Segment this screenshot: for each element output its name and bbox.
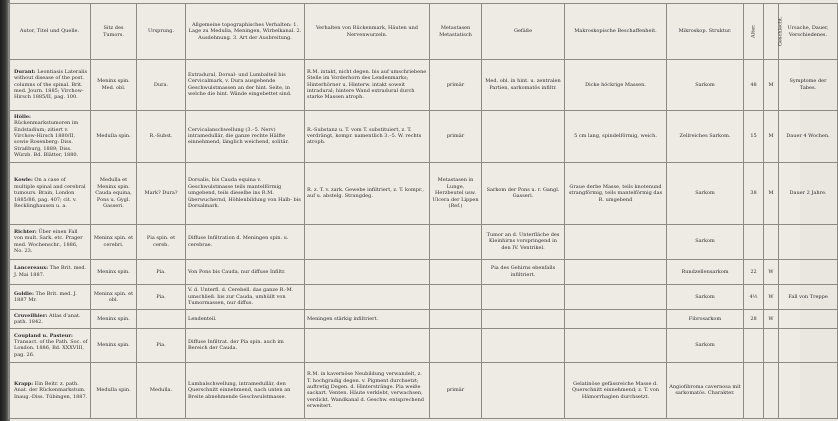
site-cell: Meninx spin. [91,259,137,284]
age-cell: 4½ [744,284,764,309]
age-cell [744,328,764,362]
origin-cell: Pia. [137,328,186,362]
vessels-cell: Pia des Gehirns ebenfalls infiltriert. [482,259,565,284]
roots-cell: R.M. intakt, nicht degen. bis auf umschriebene Stelle im Vorderhorn des Lendenmarks; Hinterhörner u. Hinterw. intakt soweit intradural; hintere Wand extradural durch starke Massen atroph. [305,60,430,111]
macro-cell: Dicke höckrige Massen. [565,60,667,111]
sex-cell: W [764,284,779,309]
header-relations: Allgemeine topographisches Verhalten: 1. Lage zu Medulla, Meningen, Wirbelkanal. 2. Ausdehnung. 3. Art der Ausbreitung. [186,4,305,60]
micro-cell: Sarkom [667,60,744,111]
cause-cell [779,259,838,284]
cause-cell [779,224,838,259]
macro-cell [565,259,667,284]
source-cell [9,284,91,309]
site-cell: Meninx spin. Med. obl. [91,60,137,111]
site-cell: Meninx spin. et cerebri. [91,224,137,259]
metastases-cell: primär [430,362,482,418]
metastases-cell [430,328,482,362]
micro-cell: Fibrosarkom [667,310,744,329]
vessels-cell [482,110,565,163]
cause-cell: Fall von Treppe [779,284,838,309]
table-row [9,60,838,111]
source-title: Rückenmarkstumoren im Endstadium; zitiert v. Virchow-Hirsch 1880/II, sowie Rosenberg: Diss. Straßburg, 1889; Diss. Würzb. Bd. Blätter, 1880. [14,120,79,159]
table-row [9,362,838,418]
header-cause: Ursache, Dauer, Verschiedenes. [779,4,838,60]
author-name: Cruveilhier: [14,312,48,319]
author-name: Krapp: [14,380,34,387]
header-roots: Verhalten von Rückenmark, Häuten und Nervenwurzeln. [305,4,430,60]
table-row [9,163,838,225]
table-row [9,224,838,259]
relations-cell: Diffuse Infiltrat. der Pia spin. auch im Bereich der Cauda. [186,328,305,362]
site-cell: Meninx spin. [91,328,137,362]
table-row [9,328,838,362]
metastases-cell [430,224,482,259]
roots-cell [305,284,430,309]
roots-cell: R.-Substanz u. T. vom T. substituiert, z. T. verdrängt, kompr. namentlich 3.–5. W. rechts atroph. [305,110,430,163]
micro-cell: Sarkom [667,224,744,259]
site-cell: Medulla spin. [91,362,137,418]
source-title: The Brit. med. J. Mai 1887. [14,265,87,278]
site-cell: Meninx spin. et obl. [91,284,137,309]
site-cell: Medulla spin. [91,110,137,163]
source-title: Ein Beitr. z. path. Anat. der Rückenmarkstum. Inaug.-Diss. Tübingen, 1887. [14,380,88,400]
cause-cell: Symptome der Tabes. [779,60,838,111]
origin-cell: R.-Subst. [137,110,186,163]
source-cell [9,362,91,418]
author-name: Richter: [14,228,37,235]
source-title: On a case of multiple spinal and cerebral tumours. Brain, London 1885/86, pag. 407; cit. v. Recklinghausen u. a. [14,177,86,209]
author-name: Hölle: [14,113,31,120]
relations-cell: Dorsalis, bis Cauda equina v. Geschwulstmasse teils mantelförmig umgebend, teils dieselbe ins R.M. überwuchernd, Höhlenbildung von Halb- bis Dorsalmark. [186,163,305,225]
cause-cell [779,362,838,418]
metastases-cell: Metastasen in Lunge, Herzbeutel usw. Ulcera der Lippen (Ref.) [430,163,482,225]
origin-cell: Pia spin. et cereb. [137,224,186,259]
macro-cell [565,328,667,362]
macro-cell: 5 cm lang, spindelförmig, weich. [565,110,667,163]
site-cell: Medulla et Meninx spin. Cauda equina, Pons u. Gygl. Gasseri. [91,163,137,225]
tumor-case-table [8,3,838,419]
age-cell: 38 [744,163,764,225]
vessels-cell [482,310,565,329]
cause-cell [779,328,838,362]
roots-cell [305,259,430,284]
macro-cell: Gelatinöse gefässreiche Masse d. Querschnitt einnehmend; z. T. von Hämorrhagien durchsetzt. [565,362,667,418]
roots-cell: R. z. T. v. zark. Gewebe infiltriert, z. T. kompr., auf u. abstelg. Strangdeg. [305,163,430,225]
metastases-cell [430,259,482,284]
header-micro: Mikroskop. Struktur. [667,4,744,60]
source-cell [9,328,91,362]
header-sex: Geschlecht. [764,4,779,60]
sex-cell [764,362,779,418]
origin-cell [137,310,186,329]
relations-cell: Von Pons bis Cauda, nur diffuse Infiltr. [186,259,305,284]
table-row [9,259,838,284]
source-cell [9,224,91,259]
micro-cell: Zellreiches Sarkom. [667,110,744,163]
age-cell: 22 [744,259,764,284]
metastases-cell [430,310,482,329]
source-title: Atlas d'anat. path. 1842. [14,312,81,326]
header-metastases: Metastasen Metastatisch [430,4,482,60]
age-cell [744,224,764,259]
cause-cell: Dauer 4 Wochen. [779,110,838,163]
sex-cell [764,328,779,362]
sex-cell [764,224,779,259]
table-row [9,110,838,163]
age-cell: 48 [744,60,764,111]
vessels-cell: Tumor an d. Unterfläche des Kleinhirns vorspringend in den IV. Ventrikel. [482,224,565,259]
author-name: Lancereaux: [14,265,49,272]
micro-cell: Rundzellensarkom [667,259,744,284]
relations-cell: V. d. Unterfl. d. Cerebell. das ganze R.-M. umschließ. bis zur Cauda, umhüllt von Tumormassen, nur diffus. [186,284,305,309]
origin-cell: Pia. [137,284,186,309]
micro-cell: Sarkom [667,328,744,362]
site-cell: Meninx spin. [91,310,137,329]
macro-cell [565,284,667,309]
origin-cell: Medulla. [137,362,186,418]
source-title: The Brit. med. J. 1887 Mr. [14,290,77,304]
macro-cell: Graue derbe Masse, teils knotenund strangförmig, teils mantelförmig das R. umgebend [565,163,667,225]
source-cell [9,110,91,163]
roots-cell [305,224,430,259]
micro-cell: Angiofibroma cavernosa mit sarkomatös. Charakter. [667,362,744,418]
sex-cell: M [764,163,779,225]
header-source: Autor, Titel und Quelle. [9,4,91,60]
source-title: Leontiasis Lateralis without disease of the post. columns of the spinal. Brit. med. Journ. 1885; Virchow-Hirsch 1885/II, pag. 100. [14,68,88,101]
micro-cell: Sarkom [667,284,744,309]
source-title: Über einen Fall von mult. Sark. etc. Prager med. Wochenschr., 1886, No. 23. [14,228,83,255]
header-vessels: Gefäße [482,4,565,60]
roots-cell: R.M. in kavernöse Neubildung verwandelt, z. T. hochgradig degen. v. Pigment durchsetzt; auftretig Degen. d. Hinterstränge. Pia weiße sackart. Venten. Häute verklebt, verwachsen, verdickt. Wandkanal d. Geschw. entsprechend erweitert. [305,362,430,418]
table-row [9,310,838,329]
age-cell [744,362,764,418]
macro-cell [565,224,667,259]
cause-cell [779,310,838,329]
sex-cell: W [764,310,779,329]
header-origin: Ursprung. [137,4,186,60]
sex-cell: M [764,60,779,111]
source-title: Transact. of the Path. Soc. of London. 1886, Bd. XXXVIII, pag. 26. [14,338,88,358]
author-name: Durant: [14,68,36,75]
macro-cell [565,310,667,329]
table-row [9,284,838,309]
source-cell [9,259,91,284]
vessels-cell [482,362,565,418]
age-cell: 15 [744,110,764,163]
relations-cell: Lumbalschwellung, intramedullär, den Querschnitt einnehmend, nach unten an Breite abnehmende Geschwulstmasse. [186,362,305,418]
source-cell [9,163,91,225]
relations-cell: Lendenteil. [186,310,305,329]
metastases-cell: primär [430,110,482,163]
author-name: Coupland u. Pasteur: [14,332,73,339]
vessels-cell: Med. obl. in hint. u. zentralen Partien, sarkomatös infiltr. [482,60,565,111]
source-cell [9,310,91,329]
relations-cell: Extradural, Dorsal- und Lumbalteil bis Cervicalmark, v. Dura ausgehende Geschwulstmassen an der hint. Seite, in welche die hint. Wände eingebettet sind. [186,60,305,111]
vessels-cell [482,328,565,362]
sex-cell: W [764,259,779,284]
cause-cell: Dauer 2 Jahre. [779,163,838,225]
micro-cell: Sarkom [667,163,744,225]
header-macro: Makroskopische Beschaffenheit. [565,4,667,60]
metastases-cell [430,284,482,309]
author-name: Kowle: [14,177,33,184]
origin-cell: Mark? Dura? [137,163,186,225]
author-name: Goldie: [14,290,34,297]
origin-cell: Pia. [137,259,186,284]
vessels-cell: Sarkom der Pons u. r. Gangl. Gasseri. [482,163,565,225]
relations-cell: Cervicalanschwellung (3.–5. Nerv) intramedullär, die ganze rechte Hälfte einnehmend, länglich weichend, solitär. [186,110,305,163]
sex-cell: M [764,110,779,163]
header-age: Alter. [744,4,764,60]
vessels-cell [482,284,565,309]
roots-cell [305,328,430,362]
relations-cell: Diffuse Infiltration d. Meningen spin. u. cerebrae. [186,224,305,259]
source-cell [9,60,91,111]
metastases-cell: primär [430,60,482,111]
header-site: Sitz des Tumors. [91,4,137,60]
roots-cell: Meningen stärkig infiltriert. [305,310,430,329]
origin-cell: Dura. [137,60,186,111]
age-cell: 28 [744,310,764,329]
header-row [9,4,838,60]
